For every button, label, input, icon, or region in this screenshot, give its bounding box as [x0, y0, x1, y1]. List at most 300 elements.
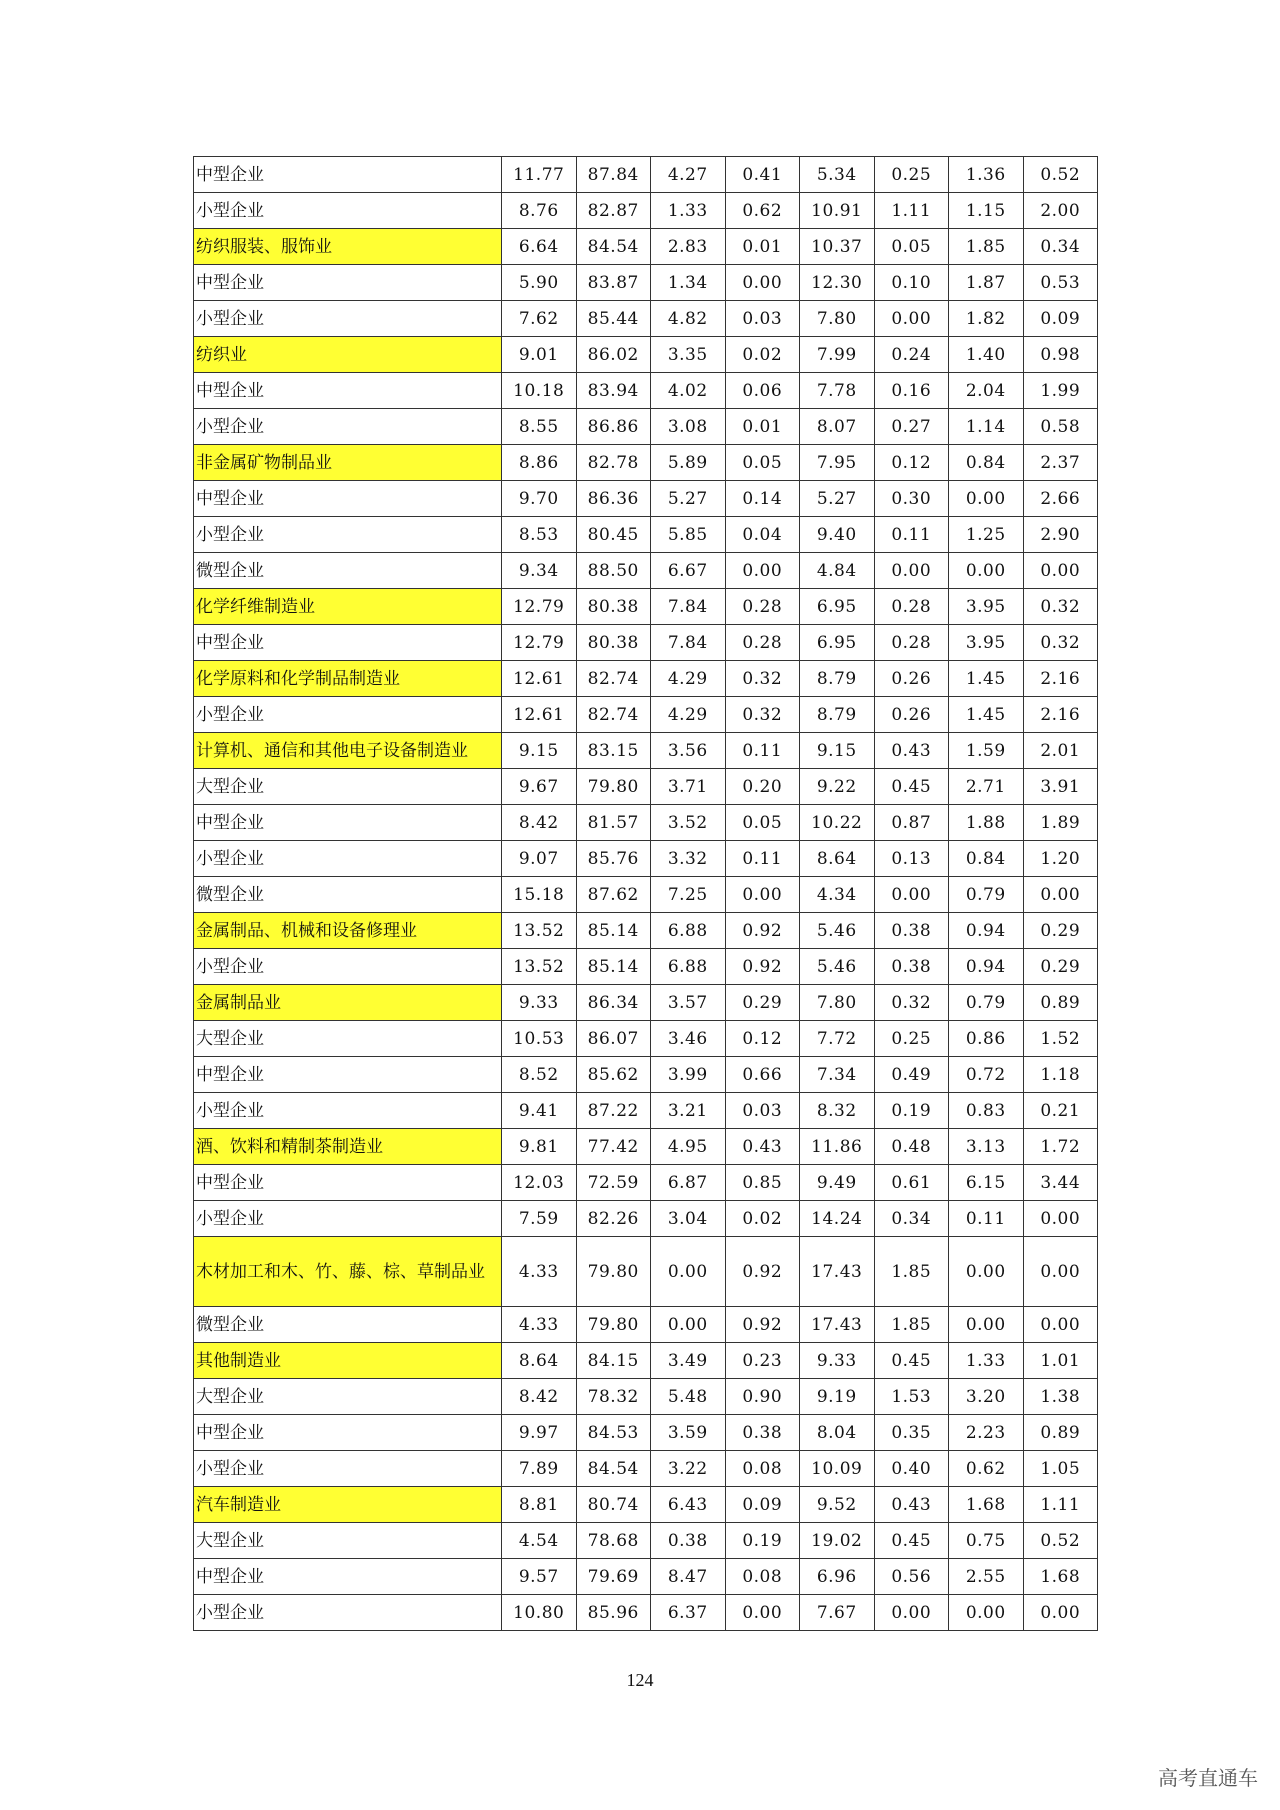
- category-row: [194, 1237, 1098, 1307]
- value-cell: 4.29: [651, 661, 726, 697]
- value-cell: 2.23: [949, 1415, 1024, 1451]
- value-cell: 8.81: [502, 1487, 577, 1523]
- value-cell: 7.84: [651, 589, 726, 625]
- value-cell: 3.59: [651, 1415, 726, 1451]
- value-cell: 0.43: [874, 1487, 949, 1523]
- value-cell: 0.04: [725, 517, 800, 553]
- value-cell: 7.80: [800, 985, 875, 1021]
- table-row: [194, 697, 1098, 733]
- value-cell: 1.33: [949, 1343, 1024, 1379]
- value-cell: 0.26: [874, 661, 949, 697]
- value-cell: 4.33: [502, 1307, 577, 1343]
- table-row: [194, 193, 1098, 229]
- value-cell: 0.00: [651, 1237, 726, 1307]
- value-cell: 83.87: [576, 265, 651, 301]
- value-cell: 3.57: [651, 985, 726, 1021]
- value-cell: 0.02: [725, 337, 800, 373]
- value-cell: 7.72: [800, 1021, 875, 1057]
- value-cell: 5.90: [502, 265, 577, 301]
- value-cell: 83.94: [576, 373, 651, 409]
- value-cell: 5.85: [651, 517, 726, 553]
- value-cell: 8.64: [800, 841, 875, 877]
- value-cell: 2.01: [1023, 733, 1098, 769]
- value-cell: 87.22: [576, 1093, 651, 1129]
- value-cell: 9.41: [502, 1093, 577, 1129]
- table-row: [194, 517, 1098, 553]
- value-cell: 1.88: [949, 805, 1024, 841]
- value-cell: 2.16: [1023, 661, 1098, 697]
- value-cell: 0.45: [874, 1523, 949, 1559]
- value-cell: 0.00: [1023, 1237, 1098, 1307]
- value-cell: 0.43: [874, 733, 949, 769]
- value-cell: 4.84: [800, 553, 875, 589]
- value-cell: 13.52: [502, 949, 577, 985]
- value-cell: 9.70: [502, 481, 577, 517]
- value-cell: 87.62: [576, 877, 651, 913]
- value-cell: 0.38: [651, 1523, 726, 1559]
- table-row: [194, 157, 1098, 193]
- value-cell: 84.54: [576, 1451, 651, 1487]
- size-name-cell: 小型企业: [194, 301, 502, 337]
- table-row: [194, 409, 1098, 445]
- value-cell: 81.57: [576, 805, 651, 841]
- value-cell: 79.80: [576, 769, 651, 805]
- value-cell: 10.22: [800, 805, 875, 841]
- value-cell: 3.08: [651, 409, 726, 445]
- value-cell: 1.45: [949, 661, 1024, 697]
- value-cell: 0.02: [725, 1201, 800, 1237]
- value-cell: 9.67: [502, 769, 577, 805]
- value-cell: 0.27: [874, 409, 949, 445]
- value-cell: 0.28: [874, 589, 949, 625]
- value-cell: 85.76: [576, 841, 651, 877]
- category-name-cell: 非金属矿物制品业: [194, 445, 502, 481]
- value-cell: 1.53: [874, 1379, 949, 1415]
- value-cell: 0.86: [949, 1021, 1024, 1057]
- table-row: [194, 1165, 1098, 1201]
- value-cell: 17.43: [800, 1307, 875, 1343]
- data-table: [193, 156, 1098, 1631]
- value-cell: 1.85: [949, 229, 1024, 265]
- value-cell: 1.05: [1023, 1451, 1098, 1487]
- value-cell: 84.15: [576, 1343, 651, 1379]
- value-cell: 2.66: [1023, 481, 1098, 517]
- value-cell: 79.80: [576, 1307, 651, 1343]
- value-cell: 0.11: [874, 517, 949, 553]
- value-cell: 9.15: [800, 733, 875, 769]
- size-name-cell: 中型企业: [194, 481, 502, 517]
- value-cell: 85.62: [576, 1057, 651, 1093]
- value-cell: 1.40: [949, 337, 1024, 373]
- value-cell: 0.01: [725, 409, 800, 445]
- value-cell: 85.14: [576, 949, 651, 985]
- value-cell: 0.00: [874, 553, 949, 589]
- value-cell: 0.13: [874, 841, 949, 877]
- value-cell: 0.32: [1023, 589, 1098, 625]
- value-cell: 12.61: [502, 661, 577, 697]
- value-cell: 9.33: [502, 985, 577, 1021]
- value-cell: 0.29: [725, 985, 800, 1021]
- value-cell: 0.05: [725, 445, 800, 481]
- value-cell: 1.15: [949, 193, 1024, 229]
- page-number: 124: [626, 1670, 654, 1690]
- size-name-cell: 中型企业: [194, 265, 502, 301]
- value-cell: 86.86: [576, 409, 651, 445]
- value-cell: 7.80: [800, 301, 875, 337]
- value-cell: 0.19: [725, 1523, 800, 1559]
- value-cell: 1.85: [874, 1237, 949, 1307]
- value-cell: 0.43: [725, 1129, 800, 1165]
- value-cell: 4.27: [651, 157, 726, 193]
- size-name-cell: 小型企业: [194, 841, 502, 877]
- table-row: [194, 841, 1098, 877]
- value-cell: 9.52: [800, 1487, 875, 1523]
- value-cell: 7.62: [502, 301, 577, 337]
- value-cell: 0.00: [1023, 1201, 1098, 1237]
- table-row: [194, 265, 1098, 301]
- value-cell: 0.24: [874, 337, 949, 373]
- value-cell: 8.79: [800, 697, 875, 733]
- category-row: [194, 733, 1098, 769]
- value-cell: 8.04: [800, 1415, 875, 1451]
- value-cell: 4.33: [502, 1237, 577, 1307]
- value-cell: 5.34: [800, 157, 875, 193]
- value-cell: 2.71: [949, 769, 1024, 805]
- value-cell: 2.00: [1023, 193, 1098, 229]
- size-name-cell: 小型企业: [194, 1595, 502, 1631]
- value-cell: 0.21: [1023, 1093, 1098, 1129]
- value-cell: 0.30: [874, 481, 949, 517]
- value-cell: 9.34: [502, 553, 577, 589]
- value-cell: 1.87: [949, 265, 1024, 301]
- size-name-cell: 小型企业: [194, 409, 502, 445]
- value-cell: 82.87: [576, 193, 651, 229]
- value-cell: 2.04: [949, 373, 1024, 409]
- table-row: [194, 1307, 1098, 1343]
- value-cell: 0.92: [725, 913, 800, 949]
- value-cell: 0.75: [949, 1523, 1024, 1559]
- value-cell: 0.84: [949, 841, 1024, 877]
- value-cell: 0.00: [651, 1307, 726, 1343]
- value-cell: 3.21: [651, 1093, 726, 1129]
- value-cell: 0.00: [1023, 553, 1098, 589]
- value-cell: 0.98: [1023, 337, 1098, 373]
- value-cell: 11.77: [502, 157, 577, 193]
- category-row: [194, 337, 1098, 373]
- value-cell: 3.56: [651, 733, 726, 769]
- value-cell: 84.54: [576, 229, 651, 265]
- value-cell: 7.95: [800, 445, 875, 481]
- value-cell: 3.32: [651, 841, 726, 877]
- value-cell: 9.49: [800, 1165, 875, 1201]
- table-row: [194, 805, 1098, 841]
- value-cell: 1.36: [949, 157, 1024, 193]
- value-cell: 10.09: [800, 1451, 875, 1487]
- value-cell: 1.11: [1023, 1487, 1098, 1523]
- value-cell: 86.02: [576, 337, 651, 373]
- size-name-cell: 中型企业: [194, 1415, 502, 1451]
- value-cell: 0.85: [725, 1165, 800, 1201]
- watermark-logo: 高考直通车: [1158, 1766, 1258, 1790]
- size-name-cell: 中型企业: [194, 373, 502, 409]
- value-cell: 2.37: [1023, 445, 1098, 481]
- value-cell: 0.48: [874, 1129, 949, 1165]
- value-cell: 6.43: [651, 1487, 726, 1523]
- value-cell: 5.46: [800, 949, 875, 985]
- value-cell: 0.32: [725, 661, 800, 697]
- value-cell: 3.46: [651, 1021, 726, 1057]
- size-name-cell: 大型企业: [194, 1021, 502, 1057]
- value-cell: 82.26: [576, 1201, 651, 1237]
- value-cell: 1.14: [949, 409, 1024, 445]
- value-cell: 0.00: [949, 1595, 1024, 1631]
- value-cell: 82.78: [576, 445, 651, 481]
- size-name-cell: 中型企业: [194, 1165, 502, 1201]
- value-cell: 7.89: [502, 1451, 577, 1487]
- value-cell: 7.99: [800, 337, 875, 373]
- value-cell: 80.38: [576, 589, 651, 625]
- value-cell: 6.88: [651, 949, 726, 985]
- value-cell: 78.32: [576, 1379, 651, 1415]
- table-row: [194, 769, 1098, 805]
- value-cell: 13.52: [502, 913, 577, 949]
- value-cell: 11.86: [800, 1129, 875, 1165]
- value-cell: 8.42: [502, 1379, 577, 1415]
- value-cell: 8.42: [502, 805, 577, 841]
- category-name-cell: 其他制造业: [194, 1343, 502, 1379]
- category-row: [194, 1343, 1098, 1379]
- value-cell: 3.20: [949, 1379, 1024, 1415]
- value-cell: 0.34: [874, 1201, 949, 1237]
- value-cell: 0.29: [1023, 949, 1098, 985]
- value-cell: 9.97: [502, 1415, 577, 1451]
- value-cell: 6.64: [502, 229, 577, 265]
- value-cell: 0.26: [874, 697, 949, 733]
- size-name-cell: 中型企业: [194, 1559, 502, 1595]
- value-cell: 86.34: [576, 985, 651, 1021]
- value-cell: 0.00: [949, 481, 1024, 517]
- category-row: [194, 913, 1098, 949]
- value-cell: 0.41: [725, 157, 800, 193]
- value-cell: 0.32: [1023, 625, 1098, 661]
- value-cell: 82.74: [576, 661, 651, 697]
- value-cell: 85.96: [576, 1595, 651, 1631]
- category-name-cell: 计算机、通信和其他电子设备制造业: [194, 733, 502, 769]
- value-cell: 0.11: [725, 841, 800, 877]
- value-cell: 0.11: [725, 733, 800, 769]
- category-row: [194, 1129, 1098, 1165]
- value-cell: 0.90: [725, 1379, 800, 1415]
- category-row: [194, 985, 1098, 1021]
- value-cell: 1.99: [1023, 373, 1098, 409]
- value-cell: 3.99: [651, 1057, 726, 1093]
- value-cell: 3.91: [1023, 769, 1098, 805]
- table-row: [194, 1201, 1098, 1237]
- size-name-cell: 中型企业: [194, 805, 502, 841]
- value-cell: 8.52: [502, 1057, 577, 1093]
- value-cell: 6.67: [651, 553, 726, 589]
- category-name-cell: 化学纤维制造业: [194, 589, 502, 625]
- category-name-cell: 汽车制造业: [194, 1487, 502, 1523]
- value-cell: 88.50: [576, 553, 651, 589]
- value-cell: 0.32: [874, 985, 949, 1021]
- value-cell: 0.12: [725, 1021, 800, 1057]
- value-cell: 1.68: [949, 1487, 1024, 1523]
- value-cell: 0.38: [725, 1415, 800, 1451]
- table-row: [194, 1057, 1098, 1093]
- value-cell: 0.92: [725, 1237, 800, 1307]
- value-cell: 80.45: [576, 517, 651, 553]
- category-row: [194, 589, 1098, 625]
- category-name-cell: 化学原料和化学制品制造业: [194, 661, 502, 697]
- value-cell: 2.55: [949, 1559, 1024, 1595]
- value-cell: 5.89: [651, 445, 726, 481]
- value-cell: 0.58: [1023, 409, 1098, 445]
- category-name-cell: 纺织服装、服饰业: [194, 229, 502, 265]
- value-cell: 6.88: [651, 913, 726, 949]
- size-name-cell: 中型企业: [194, 625, 502, 661]
- size-name-cell: 小型企业: [194, 1451, 502, 1487]
- value-cell: 0.29: [1023, 913, 1098, 949]
- value-cell: 0.89: [1023, 985, 1098, 1021]
- value-cell: 1.85: [874, 1307, 949, 1343]
- value-cell: 14.24: [800, 1201, 875, 1237]
- value-cell: 0.19: [874, 1093, 949, 1129]
- value-cell: 9.22: [800, 769, 875, 805]
- value-cell: 15.18: [502, 877, 577, 913]
- category-name-cell: 金属制品、机械和设备修理业: [194, 913, 502, 949]
- value-cell: 0.45: [874, 769, 949, 805]
- value-cell: 1.25: [949, 517, 1024, 553]
- value-cell: 6.87: [651, 1165, 726, 1201]
- value-cell: 84.53: [576, 1415, 651, 1451]
- value-cell: 7.25: [651, 877, 726, 913]
- size-name-cell: 小型企业: [194, 697, 502, 733]
- value-cell: 0.45: [874, 1343, 949, 1379]
- value-cell: 0.03: [725, 1093, 800, 1129]
- size-name-cell: 小型企业: [194, 517, 502, 553]
- value-cell: 0.40: [874, 1451, 949, 1487]
- value-cell: 1.18: [1023, 1057, 1098, 1093]
- size-name-cell: 小型企业: [194, 949, 502, 985]
- value-cell: 0.52: [1023, 1523, 1098, 1559]
- value-cell: 0.94: [949, 949, 1024, 985]
- value-cell: 0.14: [725, 481, 800, 517]
- value-cell: 3.35: [651, 337, 726, 373]
- value-cell: 0.11: [949, 1201, 1024, 1237]
- value-cell: 6.96: [800, 1559, 875, 1595]
- value-cell: 3.95: [949, 625, 1024, 661]
- category-row: [194, 1487, 1098, 1523]
- value-cell: 12.03: [502, 1165, 577, 1201]
- value-cell: 0.00: [1023, 1307, 1098, 1343]
- value-cell: 12.61: [502, 697, 577, 733]
- value-cell: 8.55: [502, 409, 577, 445]
- value-cell: 0.87: [874, 805, 949, 841]
- value-cell: 0.84: [949, 445, 1024, 481]
- value-cell: 10.91: [800, 193, 875, 229]
- value-cell: 2.90: [1023, 517, 1098, 553]
- value-cell: 1.68: [1023, 1559, 1098, 1595]
- value-cell: 0.23: [725, 1343, 800, 1379]
- value-cell: 3.49: [651, 1343, 726, 1379]
- value-cell: 1.01: [1023, 1343, 1098, 1379]
- table-row: [194, 481, 1098, 517]
- size-name-cell: 中型企业: [194, 1057, 502, 1093]
- value-cell: 5.27: [651, 481, 726, 517]
- value-cell: 1.33: [651, 193, 726, 229]
- value-cell: 77.42: [576, 1129, 651, 1165]
- value-cell: 12.79: [502, 625, 577, 661]
- value-cell: 0.72: [949, 1057, 1024, 1093]
- value-cell: 0.38: [874, 949, 949, 985]
- size-name-cell: 小型企业: [194, 1201, 502, 1237]
- table-row: [194, 877, 1098, 913]
- value-cell: 0.53: [1023, 265, 1098, 301]
- value-cell: 8.76: [502, 193, 577, 229]
- value-cell: 4.82: [651, 301, 726, 337]
- value-cell: 0.08: [725, 1559, 800, 1595]
- value-cell: 7.78: [800, 373, 875, 409]
- category-row: [194, 661, 1098, 697]
- value-cell: 5.48: [651, 1379, 726, 1415]
- value-cell: 0.94: [949, 913, 1024, 949]
- value-cell: 1.38: [1023, 1379, 1098, 1415]
- value-cell: 0.00: [874, 1595, 949, 1631]
- value-cell: 10.53: [502, 1021, 577, 1057]
- value-cell: 72.59: [576, 1165, 651, 1201]
- value-cell: 4.29: [651, 697, 726, 733]
- value-cell: 0.00: [949, 1237, 1024, 1307]
- value-cell: 1.34: [651, 265, 726, 301]
- value-cell: 1.72: [1023, 1129, 1098, 1165]
- value-cell: 9.40: [800, 517, 875, 553]
- size-name-cell: 大型企业: [194, 769, 502, 805]
- table-row: [194, 625, 1098, 661]
- table-row: [194, 1595, 1098, 1631]
- value-cell: 0.09: [725, 1487, 800, 1523]
- value-cell: 5.46: [800, 913, 875, 949]
- value-cell: 0.49: [874, 1057, 949, 1093]
- value-cell: 0.61: [874, 1165, 949, 1201]
- value-cell: 79.80: [576, 1237, 651, 1307]
- size-name-cell: 小型企业: [194, 193, 502, 229]
- value-cell: 8.86: [502, 445, 577, 481]
- value-cell: 85.44: [576, 301, 651, 337]
- value-cell: 0.00: [874, 301, 949, 337]
- value-cell: 10.80: [502, 1595, 577, 1631]
- value-cell: 80.74: [576, 1487, 651, 1523]
- value-cell: 7.34: [800, 1057, 875, 1093]
- value-cell: 1.82: [949, 301, 1024, 337]
- value-cell: 0.16: [874, 373, 949, 409]
- value-cell: 80.38: [576, 625, 651, 661]
- value-cell: 0.00: [725, 1595, 800, 1631]
- category-name-cell: 酒、饮料和精制茶制造业: [194, 1129, 502, 1165]
- value-cell: 1.52: [1023, 1021, 1098, 1057]
- value-cell: 0.25: [874, 157, 949, 193]
- value-cell: 12.79: [502, 589, 577, 625]
- value-cell: 0.06: [725, 373, 800, 409]
- value-cell: 0.03: [725, 301, 800, 337]
- size-name-cell: 大型企业: [194, 1379, 502, 1415]
- size-name-cell: 微型企业: [194, 1307, 502, 1343]
- value-cell: 0.34: [1023, 229, 1098, 265]
- value-cell: 79.69: [576, 1559, 651, 1595]
- value-cell: 10.37: [800, 229, 875, 265]
- table-row: [194, 1379, 1098, 1415]
- table-row: [194, 301, 1098, 337]
